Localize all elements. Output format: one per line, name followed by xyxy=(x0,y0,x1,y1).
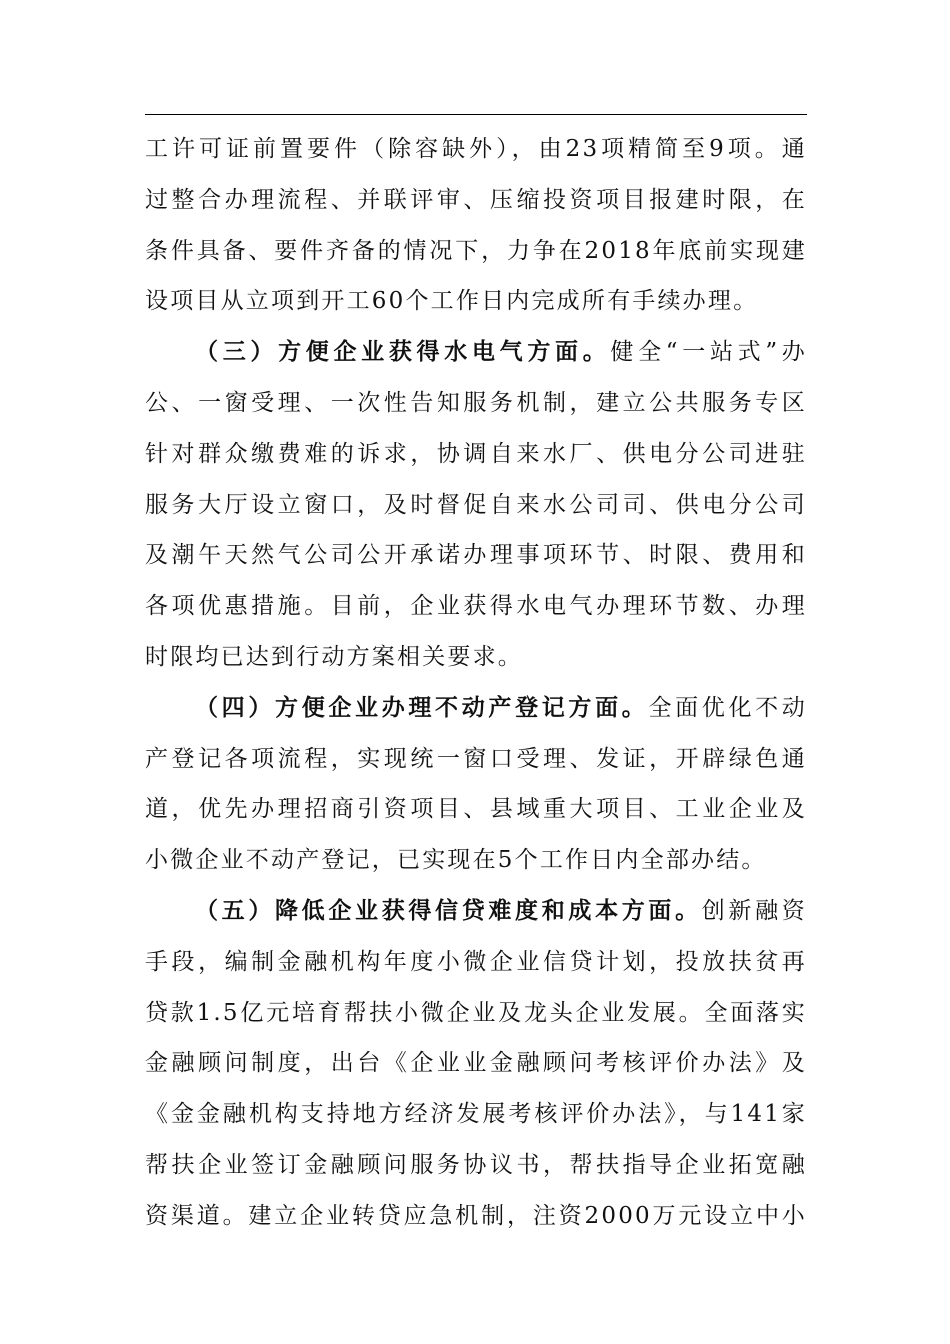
paragraph-credit-financing xyxy=(145,886,807,1242)
section-heading: （三）方便企业获得水电气方面。 xyxy=(195,338,611,366)
text-line: 服务大厅设立窗口，及时督促自来水公司司、供电分公司 xyxy=(145,491,807,518)
text-line: 及潮午天然气公司公开承诺办理事项环节、时限、费用和 xyxy=(145,542,807,569)
paragraph-property-registration xyxy=(145,683,807,886)
text-line: 小微企业不动产登记，已实现在5个工作日内全部办结。 xyxy=(145,847,767,874)
text-line: 帮扶企业签订金融顾问服务协议书，帮扶指导企业拓宽融 xyxy=(145,1151,807,1178)
text-line: 条件具备、要件齐备的情况下，力争在2018年底前实现建 xyxy=(145,237,807,264)
text-line: 《金金融机构支持地方经济发展考核评价办法》，与141家 xyxy=(145,1101,807,1128)
text-line: 针对群众缴费难的诉求，协调自来水厂、供电分公司进驻 xyxy=(145,440,807,467)
text-line: 过整合办理流程、并联评审、压缩投资项目报建时限，在 xyxy=(145,186,807,213)
text-line: 工许可证前置要件（除容缺外），由23项精简至9项。通 xyxy=(145,136,807,162)
text-line: 公、一窗受理、一次性告知服务机制，建立公共服务专区 xyxy=(145,389,807,416)
section-heading: （五）降低企业获得信贷难度和成本方面。 xyxy=(195,896,702,924)
text-line: 金融顾问制度，出台《企业业金融顾问考核评价办法》及 xyxy=(145,1050,807,1077)
text-line: 资渠道。建立企业转贷应急机制，注资2000万元设立中小 xyxy=(145,1202,807,1229)
text-fragment: 创新融资 xyxy=(701,897,807,924)
text-line: 贷款1.5亿元培育帮扶小微企业及龙头企业发展。全面落实 xyxy=(145,999,807,1026)
text-line: 道，优先办理招商引资项目、县域重大项目、工业企业及 xyxy=(145,796,807,823)
text-fragment: 全面优化不动 xyxy=(648,694,807,721)
text-line: 各项优惠措施。目前，企业获得水电气办理环节数、办理 xyxy=(145,593,807,620)
text-line: 产登记各项流程，实现统一窗口受理、发证，开辟绿色通 xyxy=(145,745,807,772)
text-line: 手段，编制金融机构年度小微企业信贷计划，投放扶贫再 xyxy=(145,948,807,975)
text-line: 时限均已达到行动方案相关要求。 xyxy=(145,643,523,670)
document-body xyxy=(145,124,807,1242)
text-line xyxy=(145,327,807,378)
text-line xyxy=(145,683,807,734)
header-rule xyxy=(145,114,807,115)
paragraph-utilities xyxy=(145,327,807,683)
text-fragment: 健全“一站式”办 xyxy=(610,339,807,366)
text-line: 设项目从立项到开工60个工作日内完成所有手续办理。 xyxy=(145,288,759,315)
section-heading: （四）方便企业办理不动产登记方面。 xyxy=(195,693,649,721)
paragraph-permit-requirements xyxy=(145,124,807,327)
text-line xyxy=(145,886,807,937)
